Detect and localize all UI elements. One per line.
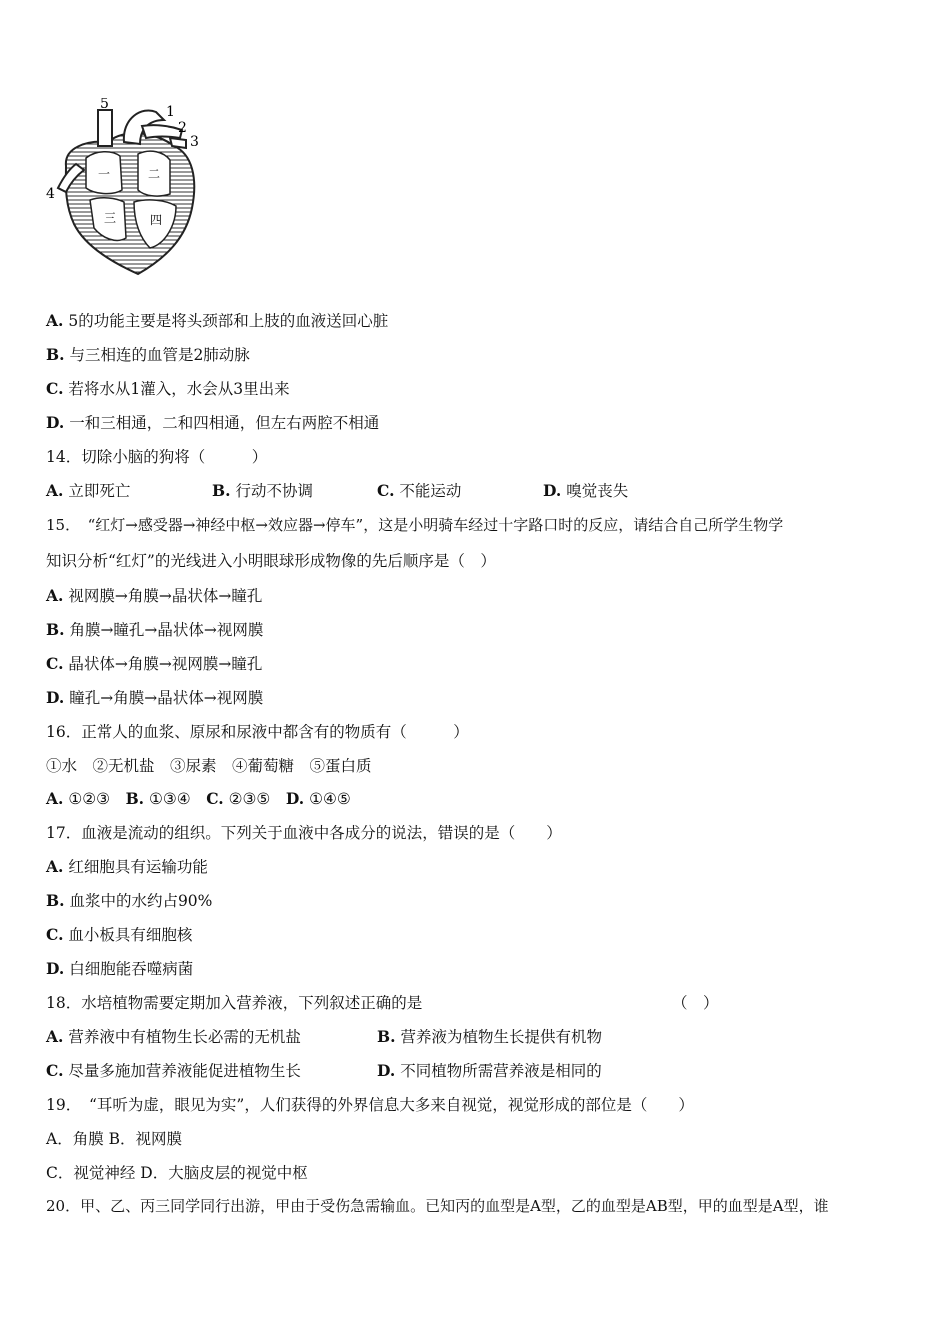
heart-diagram <box>46 98 216 278</box>
vessel-2 <box>142 125 182 138</box>
q13-option-d: D. 一和三相通，二和四相通，但左右两腔不相通 <box>46 413 380 432</box>
q17-option-d: D. 白细胞能吞噬病菌 <box>46 959 194 978</box>
chamber-label-4: 四 <box>150 213 163 227</box>
q17-option-a: A. 红细胞具有运输功能 <box>46 857 208 876</box>
vessel-5 <box>98 110 112 146</box>
q13-option-c: C. 若将水从1灌入，水会从3里出来 <box>46 379 290 398</box>
q13-option-b: B. 与三相连的血管是2肺动脉 <box>46 345 250 364</box>
label-3: 3 <box>190 134 199 150</box>
q14-option-d: D. 嗅觉丧失 <box>543 481 629 500</box>
q13-option-a: A. 5的功能主要是将头颈部和上肢的血液送回心脏 <box>46 311 389 330</box>
label-2: 2 <box>178 120 187 136</box>
q18-option-c: C. 尽量多施加营养液能促进植物生长 <box>46 1061 301 1080</box>
heart-outline <box>66 133 194 274</box>
q14-option-a: A. 立即死亡 <box>46 481 131 500</box>
q16-stem: 16．正常人的血浆、原尿和尿液中都含有的物质有（ ） <box>46 723 469 741</box>
chamber-label-3: 三 <box>104 211 117 225</box>
q14-option-b: B. 行动不协调 <box>212 481 313 500</box>
q20-stem: 20．甲、乙、丙三同学同行出游，甲由于受伤急需输血。已知丙的血型是A型，乙的血型是AB型，甲的血型是A型，谁 <box>46 1197 829 1215</box>
q18-option-a: A. 营养液中有植物生长必需的无机盐 <box>46 1027 301 1046</box>
q16-items: ①水 ②无机盐 ③尿素 ④葡萄糖 ⑤蛋白质 <box>46 757 372 775</box>
q15-option-d: D. 瞳孔→角膜→晶状体→视网膜 <box>46 688 264 707</box>
q14-option-c: C. 不能运动 <box>377 481 462 500</box>
label-4: 4 <box>46 186 55 202</box>
label-1: 1 <box>166 104 175 120</box>
q18-option-b: B. 营养液为植物生长提供有机物 <box>377 1027 602 1046</box>
q18-paren: （ ） <box>672 994 719 1012</box>
q18-stem: 18．水培植物需要定期加入营养液，下列叙述正确的是 <box>46 994 423 1012</box>
chamber-label-2: 二 <box>148 167 161 181</box>
q18-option-d: D. 不同植物所需营养液是相同的 <box>377 1061 602 1080</box>
q17-option-c: C. 血小板具有细胞核 <box>46 925 193 944</box>
q17-stem: 17．血液是流动的组织。下列关于血液中各成分的说法，错误的是（ ） <box>46 824 562 842</box>
q15-option-c: C. 晶状体→角膜→视网膜→瞳孔 <box>46 654 263 673</box>
chamber-label-1: 一 <box>98 167 111 181</box>
label-5: 5 <box>100 98 109 112</box>
q19-stem: 19． “耳听为虚，眼见为实”，人们获得的外界信息大多来自视觉，视觉形成的部位是（ ） <box>46 1096 694 1114</box>
q19-options-line1: A．角膜 B．视网膜 <box>46 1130 183 1148</box>
q15-stem-line1: 15． “红灯→感受器→神经中枢→效应器→停车”，这是小明骑车经过十字路口时的反应，请结合自己所学生物学 <box>46 516 784 534</box>
q19-options-line2: C．视觉神经 D．大脑皮层的视觉中枢 <box>46 1164 308 1182</box>
q15-option-b: B. 角膜→瞳孔→晶状体→视网膜 <box>46 620 264 639</box>
q17-option-b: B. 血浆中的水约占90% <box>46 891 213 910</box>
vessel-3 <box>170 138 186 148</box>
q15-option-a: A. 视网膜→角膜→晶状体→瞳孔 <box>46 586 263 605</box>
q16-options: A. ①②③ B. ①③④ C. ②③⑤ D. ①④⑤ <box>46 789 351 808</box>
q14-stem: 14．切除小脑的狗将（ ） <box>46 448 268 466</box>
q15-stem-line2: 知识分析“红灯”的光线进入小明眼球形成物像的先后顺序是（ ） <box>46 552 496 570</box>
